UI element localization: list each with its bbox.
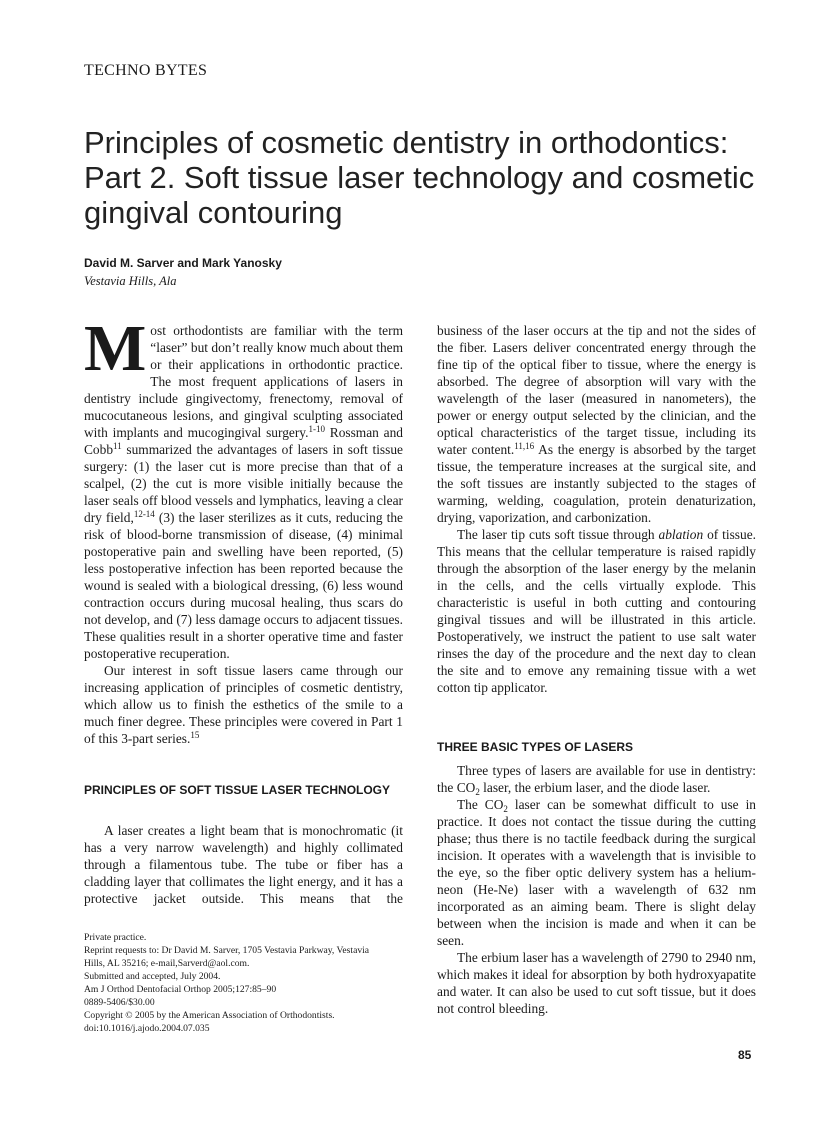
drop-cap: M bbox=[84, 312, 147, 385]
body-paragraph bbox=[437, 762, 756, 796]
citation-superscript: 11 bbox=[113, 441, 122, 451]
footnote-line: doi:10.1016/j.ajodo.2004.07.035 bbox=[84, 1023, 210, 1034]
body-paragraph bbox=[437, 526, 756, 696]
text-run: The laser tip cuts soft tissue through bbox=[457, 527, 659, 542]
left-column-body bbox=[84, 312, 403, 747]
body-paragraph bbox=[84, 662, 403, 747]
footnote-line: Submitted and accepted, July 2004. bbox=[84, 971, 221, 982]
footnote-line: Hills, AL 35216; e-mail,Sarverd@aol.com. bbox=[84, 958, 250, 969]
italic-term: ablation bbox=[658, 527, 704, 542]
text-run: As the energy is absorbed by the target tissue, the temperature increases at the surgical site, and the soft tissues are instantly subjected to the stages of warming, welding, coagulation, protein denaturization, drying, vaporization, and carbonization. bbox=[437, 442, 756, 525]
right-column-body bbox=[437, 322, 756, 696]
section-heading: THREE BASIC TYPES OF LASERS bbox=[437, 740, 634, 754]
citation-superscript: 11,16 bbox=[514, 441, 535, 451]
text-run: business of the laser occurs at the tip and not the sides of the fiber. Lasers deliver concentrated energy through the fine tip of the optical fiber to tissue, where the energy is absorbed. The degree of absorption will vary with the wavelength of the laser (measured in nanometers), the power or energy output selected by the clinician, and the optical characteristics of the target tissue, including its water content. bbox=[437, 323, 756, 457]
footnote-line: 0889-5406/$30.00 bbox=[84, 997, 155, 1008]
text-run: summarized the advantages of lasers in soft tissue surgery: (1) the laser cut is more precise than that of a scalpel, (2) the cut is more visible initially because the laser seals off blood vessels and lymphatics, leaving a clear dry field, bbox=[84, 442, 403, 525]
body-paragraph bbox=[437, 796, 756, 949]
text-run: Our interest in soft tissue lasers came through our increasing application of principles of cosmetic dentistry, which allow us to finish the esthetics of the smile to a much finer degree. These principles were covered in Part 1 of this 3-part series. bbox=[84, 663, 403, 746]
text-run: The erbium laser has a wavelength of 2790 to 2940 nm, which makes it ideal for absorption by both hydroxyapatite and water. It can also be used to cut soft tissue, but it does not control bleeding. bbox=[437, 950, 756, 1016]
subscript: 2 bbox=[475, 787, 480, 797]
body-paragraph bbox=[84, 822, 403, 907]
citation-superscript: 12-14 bbox=[133, 509, 155, 519]
left-column-body-2 bbox=[84, 822, 403, 907]
page-number: 85 bbox=[738, 1048, 752, 1062]
text-run: A laser creates a light beam that is monochromatic (it has a very narrow wavelength) and highly collimated through a filamentous tube. The tube or fiber has a cladding layer that collimates the light energy, and it has a protective jacket outside. This means that the bbox=[84, 823, 403, 906]
affiliation: Vestavia Hills, Ala bbox=[84, 274, 177, 288]
article-title: Principles of cosmetic dentistry in orthodontics: Part 2. Soft tissue laser technology and cosmetic gingival contouring bbox=[84, 125, 755, 230]
right-column-body-2 bbox=[437, 762, 756, 1017]
citation-superscript: 15 bbox=[190, 730, 200, 740]
left-paragraphs bbox=[84, 312, 403, 747]
text-run: ost orthodontists are familiar with the term “laser” but don’t really know much about them or their applications in orthodontic practice. The most frequent applications of lasers in dentistry include gingivectomy, frenectomy, removal of mucocutaneous lesions, and gingival sculpting associated with implants and mucogingival surgery. bbox=[84, 323, 403, 440]
text-run: laser can be somewhat difficult to use in practice. It does not contact the tissue during the cutting phase; thus there is no tactile feedback during the surgical incision. It operates with a wavelength that is invisible to the eye, so the fiber optic delivery system has a helium-neon (He-Ne) laser with a wavelength of 632 nm incorporated as an aiming beam. There is slight delay between when the incision is made and when it can be seen. bbox=[437, 797, 756, 948]
footnote-line: Private practice. bbox=[84, 932, 147, 943]
section-heading: PRINCIPLES OF SOFT TISSUE LASER TECHNOLOGY bbox=[84, 783, 391, 797]
text-run: of tissue. This means that the cellular temperature is raised rapidly through the absorption of the laser energy by the melanin in the cells, and the cells virtually explode. This characteristic is useful in both cutting and contouring gingival tissues and will be illustrated in this article. Postoperatively, we instruct the patient to use salt water rinses the day of the procedure and the next day to clean the site and to emove any remaining tissue with a wet cotton tip applicator. bbox=[437, 527, 757, 695]
section-label: TECHNO BYTES bbox=[84, 62, 208, 79]
text-run: (3) the laser sterilizes as it cuts, reducing the risk of blood-borne transmission of disease, (4) minimal postoperative pain and swelling have been reported, (5) less postoperative infection has been reported because the wound is sealed with a biological dressing, (6) less wound contraction occurs during mucosal healing, thus scars do not develop, and (7) less damage occurs to adjacent tissues. These qualities result in a shorter operative time and faster postoperative recuperation. bbox=[84, 510, 403, 661]
text-run: Three types of lasers are available for use in dentistry: the CO bbox=[437, 763, 756, 795]
footnote-line: Copyright © 2005 by the American Association of Orthodontists. bbox=[84, 1010, 335, 1021]
citation-superscript: 1-10 bbox=[308, 424, 325, 434]
footnotes bbox=[84, 931, 409, 1035]
footnote-line: Am J Orthod Dentofacial Orthop 2005;127:85–90 bbox=[84, 984, 277, 995]
body-paragraph bbox=[437, 322, 756, 526]
subscript: 2 bbox=[503, 804, 508, 814]
text-run: Rossman and Cobb bbox=[84, 425, 403, 457]
text-run: laser, the erbium laser, and the diode laser. bbox=[479, 780, 711, 795]
text-run: The CO bbox=[457, 797, 504, 812]
body-paragraph bbox=[437, 949, 756, 1017]
footnote-line: Reprint requests to: Dr David M. Sarver, 1705 Vestavia Parkway, Vestavia bbox=[84, 945, 370, 956]
authors: David M. Sarver and Mark Yanosky bbox=[84, 256, 282, 270]
